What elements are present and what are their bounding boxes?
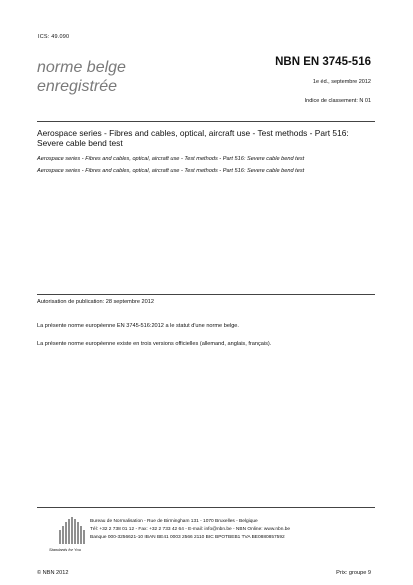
publication-authorisation: Autorisation de publication: 28 septembre 2012 [37,299,154,305]
status-line-2: La présente norme européenne existe en trois versions officielles (allemand, anglais, français). [37,341,272,347]
footer-contact: Tél: +32 2 738 01 12 - Fax: +32 2 733 42 64 - E-mail: info@nbn.be - NBN Online: www.nbn.be [90,527,291,532]
title-sub-2: Aerospace series - Fibres and cables, optical, aircraft use - Test methods - Part 516: Severe cable bend test [37,168,305,174]
ics-code: ICS: 49.090 [38,34,70,40]
status-line-1: La présente norme européenne EN 3745-516:2012 a le statut d'une norme belge. [37,323,239,329]
footer-bank: Banque 000-3256621-10 IBAN BE41 0003 2566 2110 BIC BPOTBEB1 TVA BE0880857592 [90,535,285,540]
standard-code: NBN EN 3745-516 [275,56,371,68]
divider-middle [37,294,375,295]
logo-tagline: Standards for You [49,547,81,552]
price-group: Prix: groupe 9 [336,570,371,576]
divider-top [37,121,375,122]
brand-line-2: enregistrée [37,78,118,95]
footer-address: Bureau de Normalisation - Rue de Birmingham 131 - 1070 Bruxelles - Belgique [90,519,258,524]
edition: 1e éd., septembre 2012 [312,79,371,85]
nbn-logo-icon [52,510,92,548]
brand-line-1: norme belge [37,59,126,76]
title-english: Aerospace series - Fibres and cables, optical, aircraft use - Test methods - Part 516: Severe cable bend test [37,128,349,148]
divider-footer [37,507,375,508]
copyright: © NBN 2012 [37,570,69,576]
title-sub-1: Aerospace series - Fibres and cables, optical, aircraft use - Test methods - Part 516: Severe cable bend test [37,156,305,162]
classification-index: Indice de classement: N 01 [304,98,371,104]
